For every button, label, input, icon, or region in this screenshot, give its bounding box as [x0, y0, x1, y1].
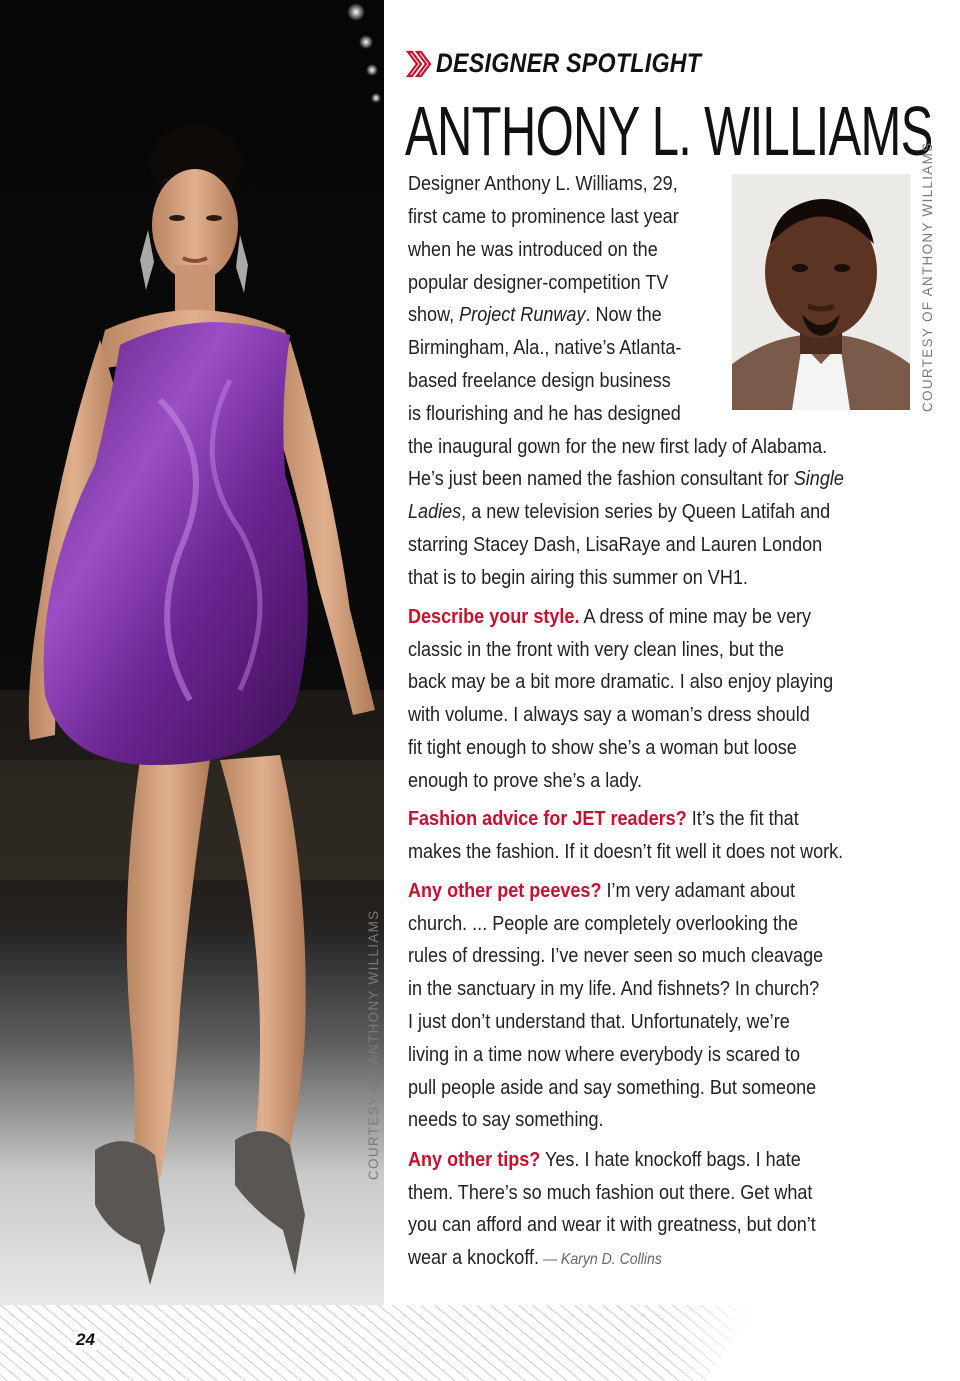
designer-portrait — [732, 174, 910, 410]
qa-line: in the sanctuary in my life. And fishnets? In church? — [408, 977, 820, 1000]
show-title: Ladies — [408, 500, 462, 523]
byline: — Karyn D. Collins — [539, 1251, 662, 1268]
intro-line: is flourishing and he has designed — [408, 402, 681, 425]
portrait-illustration — [732, 174, 910, 410]
section-kicker — [406, 48, 744, 79]
headline: ANTHONY L. WILLIAMS — [405, 92, 933, 170]
qa-answer-text: I’m very adamant about — [601, 879, 796, 902]
qa-line: pull people aside and say something. But someone — [408, 1076, 817, 1099]
photo-credit-left: COURTESY OF ANTHONY WILLIAMS — [366, 909, 381, 1180]
qa-line: rules of dressing. I’ve never seen so much cleavage — [408, 944, 824, 967]
qa-line — [408, 1146, 801, 1174]
qa-question: Any other pet peeves? — [408, 879, 602, 902]
intro-line — [408, 301, 662, 329]
qa-answer-text: Yes. I hate knockoff bags. I hate — [540, 1148, 801, 1171]
intro-text: show, — [408, 303, 460, 326]
qa-question: Describe your style. — [408, 605, 580, 628]
qa-line: I just don’t understand that. Unfortunately, we’re — [408, 1010, 790, 1033]
qa-line: church. ... People are completely overlooking the — [408, 912, 799, 935]
qa-line: fit tight enough to show she’s a woman but loose — [408, 736, 797, 759]
show-title: Project Runway — [459, 303, 586, 326]
footer-hatch-band — [0, 1305, 760, 1381]
intro-line: that is to begin airing this summer on VH1. — [408, 566, 748, 589]
intro-line: when he was introduced on the — [408, 238, 658, 261]
kicker-label: DESIGNER SPOTLIGHT — [436, 48, 702, 78]
double-chevron-right-icon — [406, 49, 432, 79]
qa-line — [408, 603, 811, 631]
intro-line — [408, 465, 844, 493]
qa-line: classic in the front with very clean lines, but the — [408, 638, 785, 661]
intro-text: . Now the — [585, 303, 662, 326]
intro-line: Birmingham, Ala., native’s Atlanta- — [408, 336, 682, 359]
qa-line: enough to prove she’s a lady. — [408, 769, 643, 792]
qa-line: with volume. I always say a woman’s dress should — [408, 703, 810, 726]
qa-line: back may be a bit more dramatic. I also enjoy playing — [408, 670, 834, 693]
qa-answer-text: It’s the fit that — [686, 807, 799, 830]
qa-line — [408, 805, 799, 833]
page-number: 24 — [76, 1330, 95, 1349]
qa-line — [408, 877, 795, 905]
qa-line: makes the fashion. If it doesn’t fit well it does not work. — [408, 840, 844, 863]
intro-text: He’s just been named the fashion consultant for — [408, 467, 794, 490]
intro-line: starring Stacey Dash, LisaRaye and Lauren London — [408, 533, 823, 556]
intro-line: Designer Anthony L. Williams, 29, — [408, 172, 678, 195]
purple-dress — [44, 322, 308, 765]
runway-model-illustration — [0, 0, 384, 1305]
intro-text: , a new television series by Queen Latifah and — [461, 500, 831, 523]
intro-line: the inaugural gown for the new first lady of Alabama. — [408, 435, 828, 458]
qa-line: living in a time now where everybody is scared to — [408, 1043, 801, 1066]
intro-line: first came to prominence last year — [408, 205, 679, 228]
qa-line: needs to say something. — [408, 1108, 604, 1131]
qa-answer-text: wear a knockoff. — [408, 1246, 540, 1269]
intro-line: based freelance design business — [408, 369, 671, 392]
qa-line: them. There’s so much fashion out there. Get what — [408, 1181, 813, 1204]
intro-line — [408, 498, 830, 526]
qa-question: Any other tips? — [408, 1148, 541, 1171]
photo-credit-right: COURTESY OF ANTHONY WILLIAMS — [920, 141, 935, 412]
qa-line: you can afford and wear it with greatness, but don’t — [408, 1213, 816, 1236]
intro-line: popular designer-competition TV — [408, 271, 669, 294]
qa-answer-text: A dress of mine may be very — [579, 605, 812, 628]
runway-photo — [0, 0, 384, 1305]
qa-line — [408, 1244, 662, 1274]
qa-question: Fashion advice for JET readers? — [408, 807, 687, 830]
diagonal-stripes — [0, 1305, 760, 1381]
show-title: Single — [793, 467, 844, 490]
